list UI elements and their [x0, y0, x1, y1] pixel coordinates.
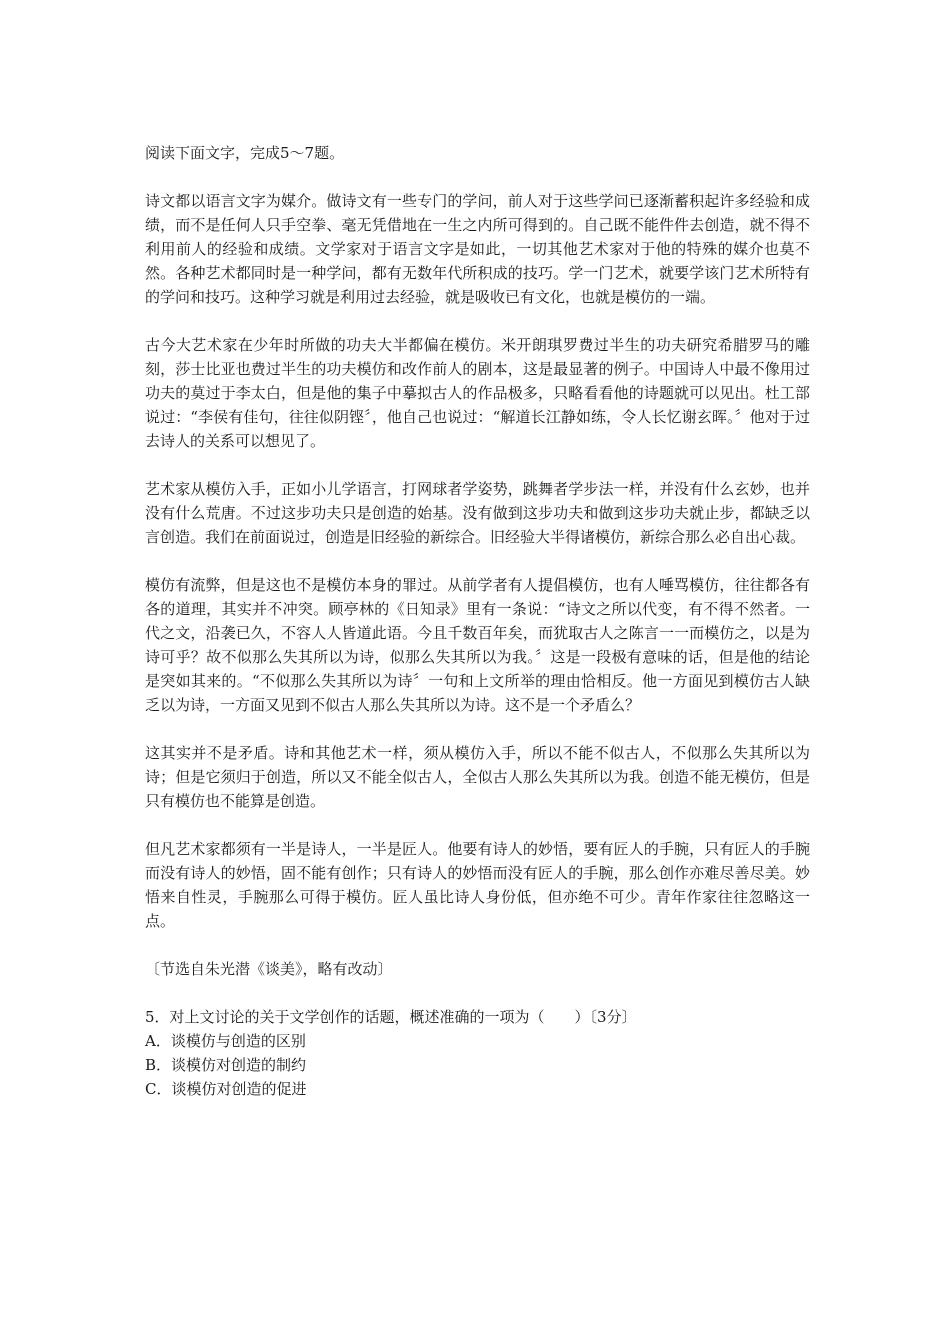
- passage-paragraph-3: 艺术家从模仿入手，正如小儿学语言，打网球者学姿势，跳舞者学步法一样，并没有什么玄妙，也并没有什么荒唐。不过这步功夫只是创造的始基。没有做到这步功夫和做到这步功夫就止步，都缺乏以言创造。我们在前面说过，创造是旧经验的新综合。旧经验大半得诸模仿，新综合那么必自出心裁。: [145, 480, 810, 546]
- passage-source: 〔节选自朱光潜《谈美》，略有改动〕: [145, 960, 393, 978]
- passage-paragraph-5: 这其实并不是矛盾。诗和其他艺术一样，须从模仿入手，所以不能不似古人，不似那么失其所以为诗；但是它须归于创造，所以又不能全似古人，全似古人那么失其所以为我。创造不能无模仿，但是只有模仿也不能算是创造。: [145, 744, 810, 810]
- option-c: C．谈模仿对创造的促进: [145, 1080, 307, 1098]
- document-page: [145, 141, 810, 1101]
- option-b: B．谈模仿对创造的制约: [145, 1056, 307, 1074]
- passage-paragraph-2: 古今大艺术家在少年时所做的功夫大半都偏在模仿。米开朗琪罗费过半生的功夫研究希腊罗马的雕刻，莎士比亚也费过半生的功夫模仿和改作前人的剧本，这是最显著的例子。中国诗人中最不像用过功夫的莫过于李太白，但是他的集子中摹拟古人的作品极多，只略看看他的诗题就可以见出。杜工部说过：“李侯有佳句，往往似阴铿〞，他自己也说过：“解道长江静如练，令人长忆谢玄晖。〞他对于过去诗人的关系可以想见了。: [145, 336, 810, 450]
- option-a: A．谈模仿与创造的区别: [145, 1032, 306, 1050]
- question-stem: 5．对上文讨论的关于文学创作的话题，概述准确的一项为（ ）〔3分〕: [145, 1008, 637, 1026]
- passage-paragraph-6: 但凡艺术家都须有一半是诗人，一半是匠人。他要有诗人的妙悟，要有匠人的手腕，只有匠人的手腕而没有诗人的妙悟，固不能有创作；只有诗人的妙悟而没有匠人的手腕，那么创作亦难尽善尽美。妙悟来自性灵，手腕那么可得于模仿。匠人虽比诗人身份低，但亦绝不可少。青年作家往往忽略这一点。: [145, 840, 810, 930]
- reading-instruction: 阅读下面文字，完成5～7题。: [145, 144, 345, 162]
- passage-paragraph-4: 模仿有流弊，但是这也不是模仿本身的罪过。从前学者有人提倡模仿，也有人唾骂模仿，往往都各有各的道理，其实并不冲突。顾亭林的《日知录》里有一条说：“诗文之所以代变，有不得不然者。一代之文，沿袭已久，不容人人皆道此语。今且千数百年矣，而犹取古人之陈言一一而模仿之，以是为诗可乎？故不似那么失其所以为诗，似那么失其所以为我。〞这是一段极有意味的话，但是他的结论是突如其来的。“不似那么失其所以为诗〞一句和上文所举的理由恰相反。他一方面见到模仿古人缺乏以为诗，一方面又见到不似古人那么失其所以为诗。这不是一个矛盾么？: [145, 576, 810, 714]
- question-block: [145, 1005, 810, 1101]
- passage-paragraph-1: 诗文都以语言文字为媒介。做诗文有一些专门的学问，前人对于这些学问已逐渐蓄积起许多经验和成绩，而不是任何人只手空拳、毫无凭借地在一生之内所可得到的。自己既不能件件去创造，就不得不利用前人的经验和成绩。文学家对于语言文字是如此，一切其他艺术家对于他的特殊的媒介也莫不然。各种艺术都同时是一种学问，都有无数年代所积成的技巧。学一门艺术，就要学该门艺术所特有的学问和技巧。这种学习就是利用过去经验，就是吸收已有文化，也就是模仿的一端。: [145, 192, 810, 306]
